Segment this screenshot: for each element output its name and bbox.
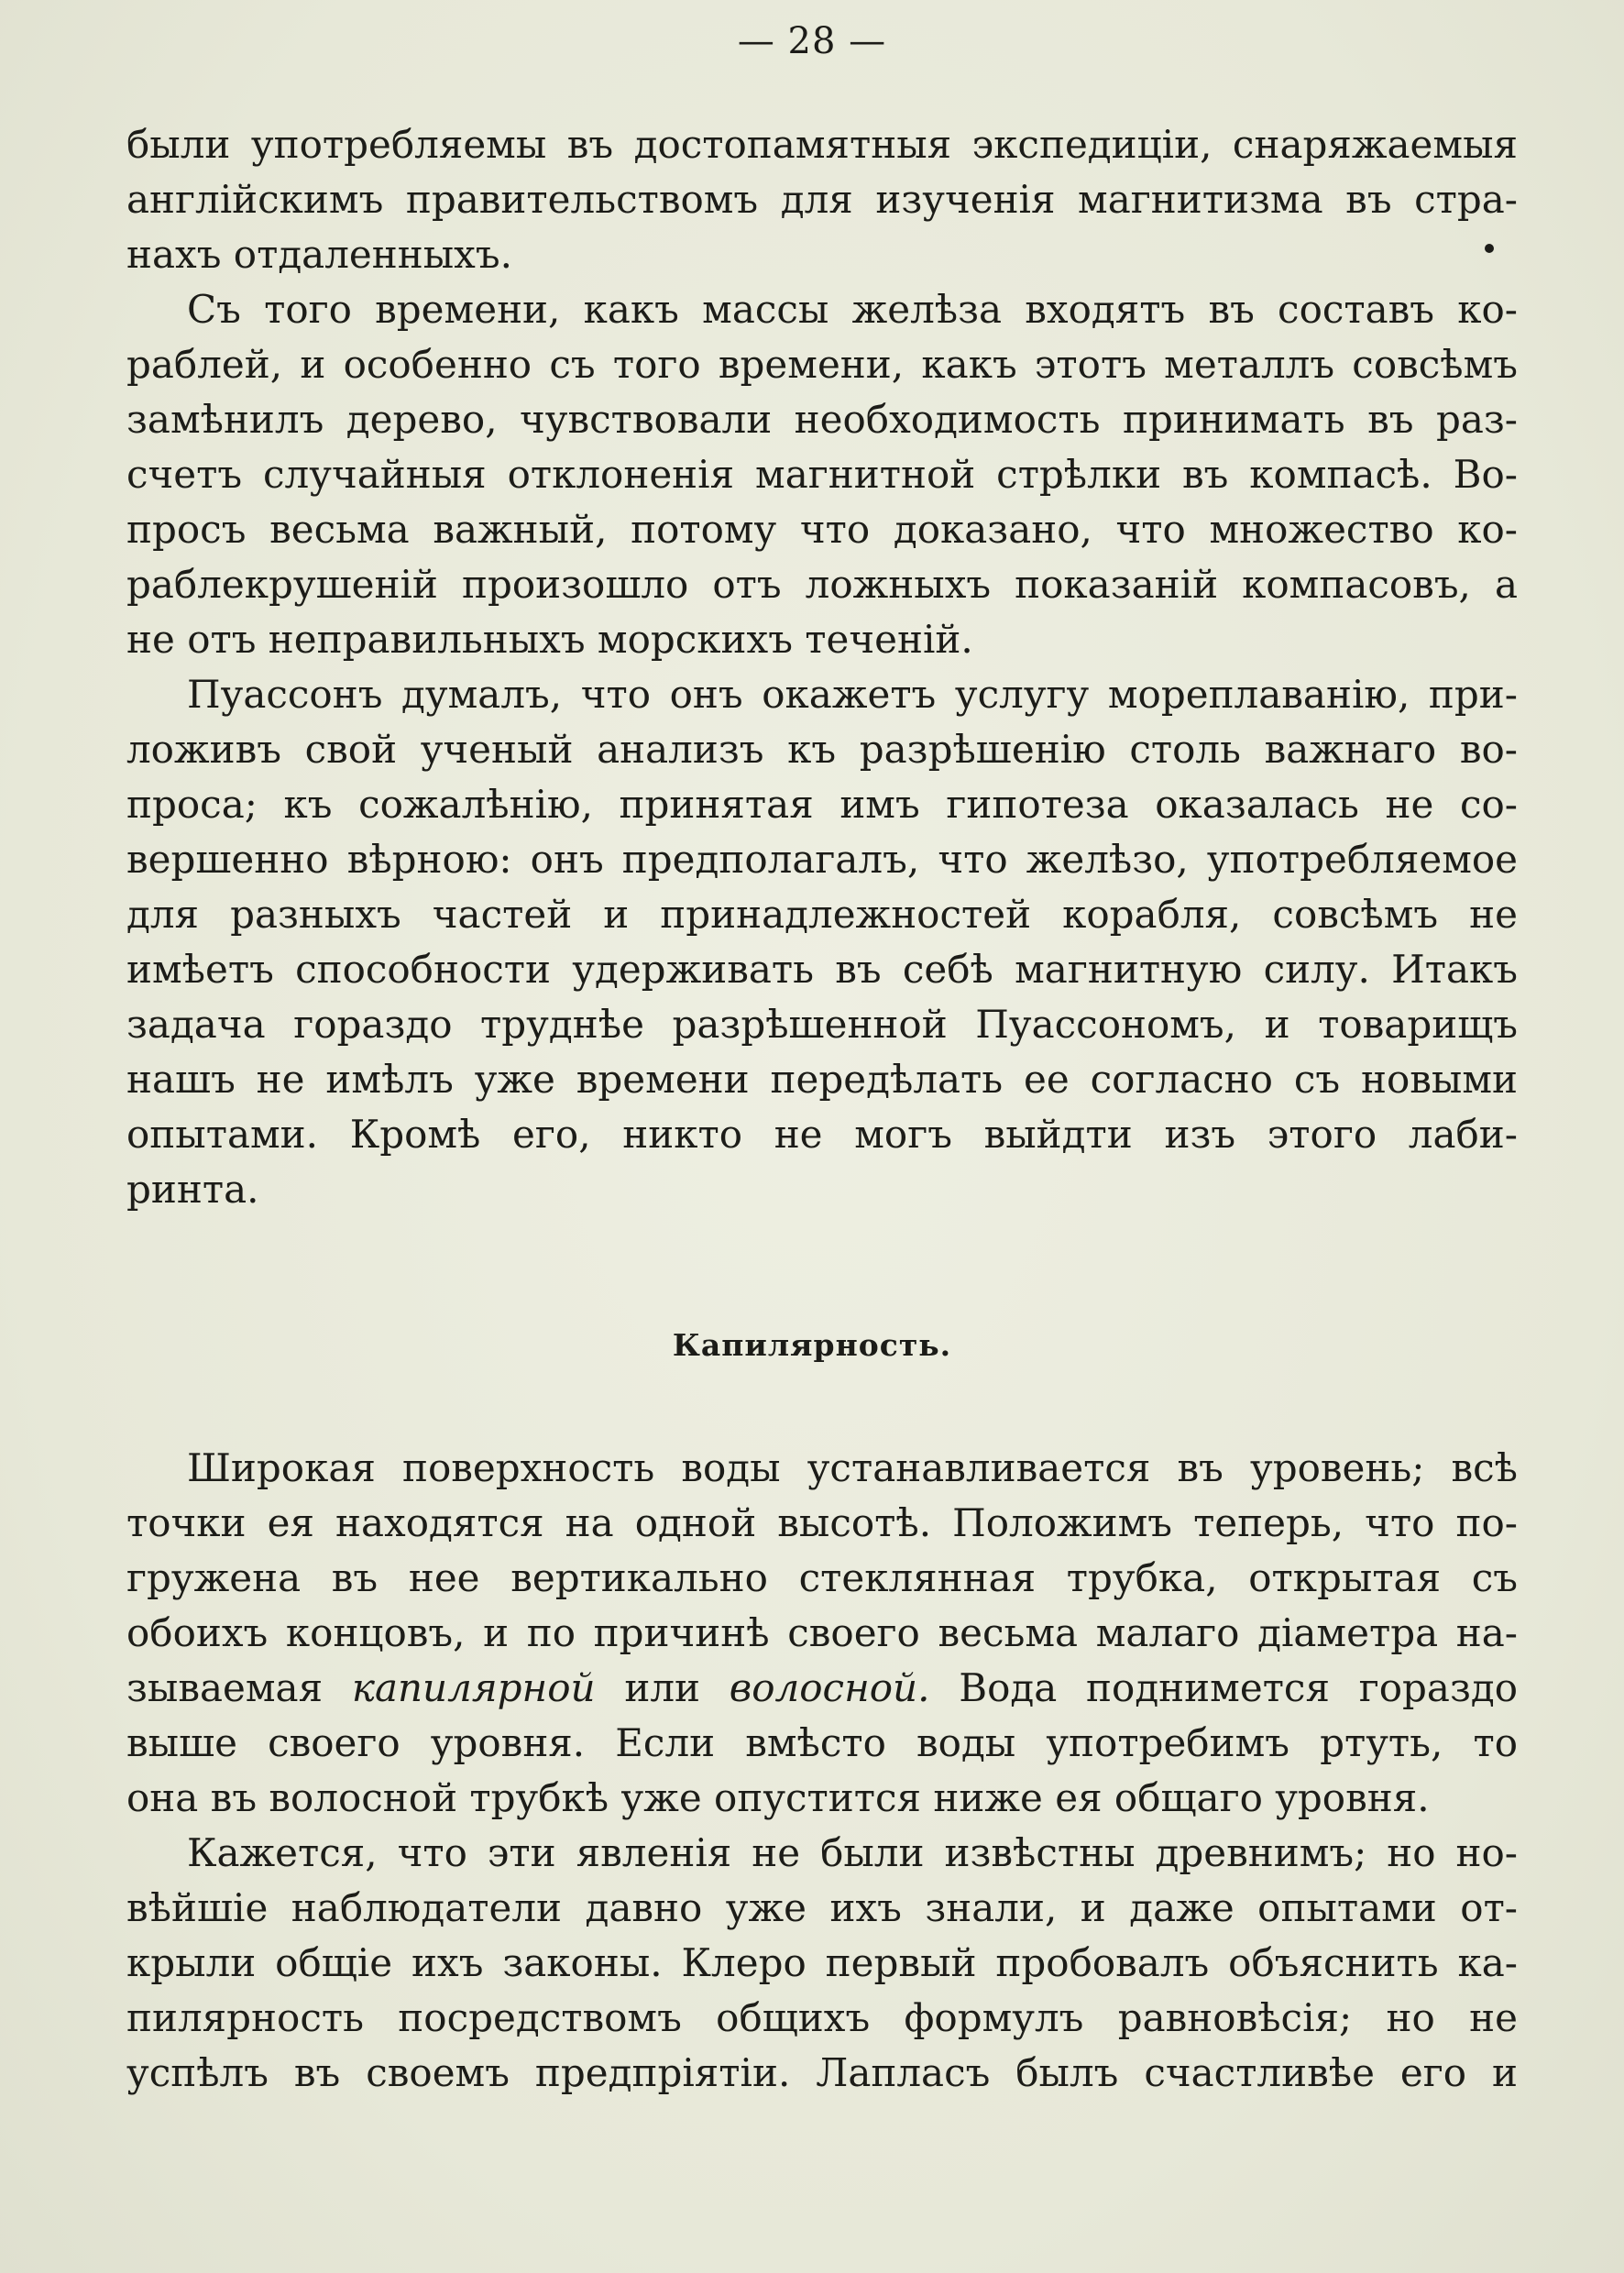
ink-speck bbox=[1485, 244, 1494, 253]
text-line: Кажется, что эти явленія не были извѣстны древнимъ; но но- bbox=[187, 1830, 1518, 1875]
text-line: задача гораздо труднѣе разрѣшенной Пуассономъ, и товарищъ bbox=[126, 1002, 1518, 1047]
text-line: обоихъ концовъ, и по причинѣ своего весьма малаго діаметра на- bbox=[126, 1610, 1518, 1655]
text-line: просъ весьма важный, потому что доказано, что множество ко- bbox=[126, 507, 1518, 552]
text-line: имѣетъ способности удерживать въ себѣ магнитную силу. Итакъ bbox=[126, 947, 1518, 992]
text-line: ринта. bbox=[126, 1167, 259, 1212]
text-line: она въ волосной трубкѣ уже опустится ниже ея общаго уровня. bbox=[126, 1775, 1430, 1820]
text-line: для разныхъ частей и принадлежностей корабля, совсѣмъ не bbox=[126, 892, 1518, 937]
text-fragment: Вода поднимется гораздо bbox=[929, 1665, 1518, 1710]
text-line: успѣлъ въ своемъ предпріятіи. Лапласъ былъ счастливѣе его и bbox=[126, 2050, 1518, 2095]
text-line: нахъ отдаленныхъ. bbox=[126, 232, 512, 277]
text-line: англійскимъ правительствомъ для изученія магнитизма въ стра- bbox=[126, 177, 1518, 222]
text-block-1 bbox=[126, 117, 1518, 1217]
text-fragment: зываемая bbox=[126, 1665, 352, 1710]
text-line: были употребляемы въ достопамятныя экспедиціи, снаряжаемыя bbox=[126, 122, 1518, 167]
section-heading: Капилярность. bbox=[672, 1327, 952, 1363]
text-fragment: или bbox=[595, 1665, 730, 1710]
text-line: Пуассонъ думалъ, что онъ окажетъ услугу мореплаванію, при- bbox=[187, 672, 1518, 717]
text-line: крыли общіе ихъ законы. Клеро первый пробовалъ объяснить ка- bbox=[126, 1940, 1518, 1985]
text-line: вѣйшіе наблюдатели давно уже ихъ знали, и даже опытами от- bbox=[126, 1885, 1518, 1930]
text-line: опытами. Кромѣ его, никто не могъ выйдти изъ этого лаби- bbox=[126, 1112, 1518, 1157]
text-line: выше своего уровня. Если вмѣсто воды употребимъ ртуть, то bbox=[126, 1720, 1518, 1765]
text-line: ложивъ свой ученый анализъ къ разрѣшенію столь важнаго во- bbox=[126, 727, 1518, 772]
text-line: вершенно вѣрною: онъ предполагалъ, что желѣзо, употребляемое bbox=[126, 837, 1518, 882]
text-line: Съ того времени, какъ массы желѣза входятъ въ составъ ко- bbox=[187, 287, 1518, 332]
text-line: гружена въ нее вертикально стеклянная трубка, открытая съ bbox=[126, 1555, 1518, 1600]
text-line: счетъ случайныя отклоненія магнитной стрѣлки въ компасѣ. Во- bbox=[126, 452, 1518, 497]
text-line: раблекрушеній произошло отъ ложныхъ показаній компасовъ, а bbox=[126, 562, 1518, 607]
text-block-2 bbox=[126, 1441, 1518, 2101]
text-line-with-italics bbox=[126, 1661, 1518, 1716]
text-line: точки ея находятся на одной высотѣ. Положимъ теперь, что по- bbox=[126, 1500, 1518, 1545]
text-line: Широкая поверхность воды устанавливается въ уровень; всѣ bbox=[187, 1445, 1518, 1490]
page-number: — 28 — bbox=[737, 20, 887, 62]
text-line: нашъ не имѣлъ уже времени передѣлать ее согласно съ новыми bbox=[126, 1057, 1518, 1102]
text-line: раблей, и особенно съ того времени, какъ этотъ металлъ совсѣмъ bbox=[126, 342, 1518, 387]
text-line: пилярность посредствомъ общихъ формулъ равновѣсія; но не bbox=[126, 1995, 1518, 2040]
text-line: проса; къ сожалѣнію, принятая имъ гипотеза оказалась не со- bbox=[126, 782, 1518, 827]
text-line: не отъ неправильныхъ морскихъ теченій. bbox=[126, 617, 973, 662]
text-line: замѣнилъ дерево, чувствовали необходимость принимать въ раз- bbox=[126, 397, 1518, 442]
italic-term: капилярной bbox=[351, 1665, 596, 1710]
italic-term: волосной. bbox=[729, 1665, 930, 1710]
